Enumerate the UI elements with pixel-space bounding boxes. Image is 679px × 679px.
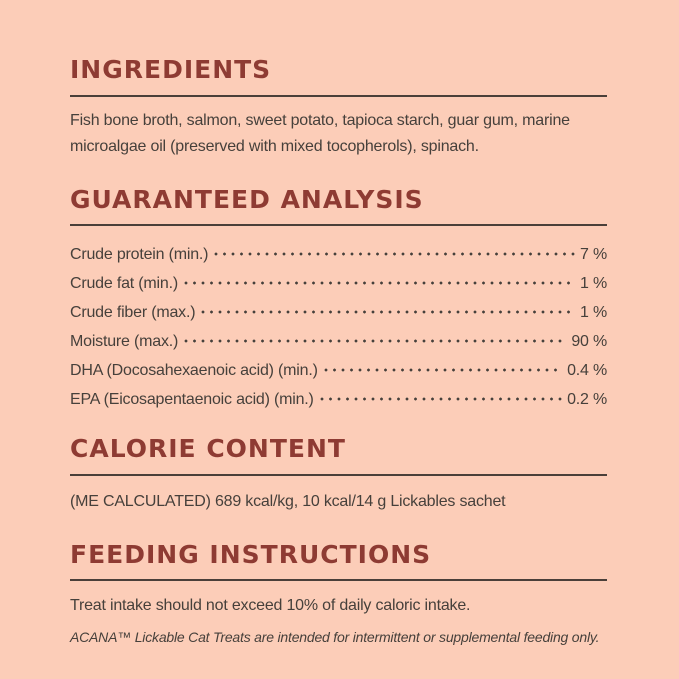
dotted-leader — [214, 252, 575, 256]
table-row — [70, 351, 607, 380]
dotted-leader — [201, 310, 575, 314]
ingredients-body — [70, 108, 607, 160]
calorie-content-body: (ME CALCULATED) 689 kcal/kg, 10 kcal/14 g Lickables sachet — [70, 492, 506, 510]
calorie-content-section — [70, 435, 607, 515]
nutrient-label: Crude fiber (max.) — [70, 304, 196, 321]
calorie-content-title: CALORIE CONTENT — [70, 434, 346, 463]
table-row — [70, 235, 607, 264]
nutrient-label: EPA (Eicosapentaenoic acid) (min.) — [70, 391, 314, 408]
nutrient-label: DHA (Docosahexaenoic acid) (min.) — [70, 362, 318, 379]
nutrient-value: 1 % — [580, 304, 607, 321]
ingredients-line-1: Fish bone broth, salmon, sweet potato, tapioca starch, guar gum, marine — [70, 111, 570, 129]
guaranteed-analysis-rule — [70, 224, 607, 226]
calorie-content-rule — [70, 474, 607, 476]
table-row — [70, 264, 607, 293]
feeding-instructions-footnote: ACANA™ Lickable Cat Treats are intended for intermittent or supplemental feeding only. — [70, 629, 600, 645]
nutrient-value: 0.2 % — [567, 391, 607, 408]
nutrient-label: Crude fat (min.) — [70, 275, 178, 292]
feeding-instructions-body: Treat intake should not exceed 10% of daily caloric intake. — [70, 597, 471, 614]
dotted-leader — [324, 368, 562, 372]
ingredients-section — [70, 56, 607, 160]
feeding-instructions-rule — [70, 579, 607, 581]
table-row — [70, 322, 607, 351]
guaranteed-analysis-section — [70, 186, 607, 410]
nutrient-value: 90 % — [571, 333, 607, 350]
nutrient-value: 0.4 % — [567, 362, 607, 379]
feeding-instructions-section — [70, 541, 607, 649]
table-row — [70, 380, 607, 409]
nutrient-value: 1 % — [580, 275, 607, 292]
nutrient-label: Crude protein (min.) — [70, 246, 209, 263]
nutrient-label: Moisture (max.) — [70, 333, 179, 350]
dotted-leader — [320, 397, 562, 401]
table-row — [70, 293, 607, 322]
ingredients-line-2: microalgae oil (preserved with mixed tocopherols), spinach. — [70, 137, 479, 155]
dotted-leader — [184, 339, 566, 343]
ingredients-title: INGREDIENTS — [70, 55, 272, 84]
ingredients-rule — [70, 95, 607, 97]
guaranteed-analysis-rows — [70, 235, 607, 409]
nutrient-value: 7 % — [580, 246, 607, 263]
feeding-instructions-title: FEEDING INSTRUCTIONS — [70, 539, 432, 569]
dotted-leader — [184, 281, 575, 285]
guaranteed-analysis-title: GUARANTEED ANALYSIS — [70, 184, 424, 214]
